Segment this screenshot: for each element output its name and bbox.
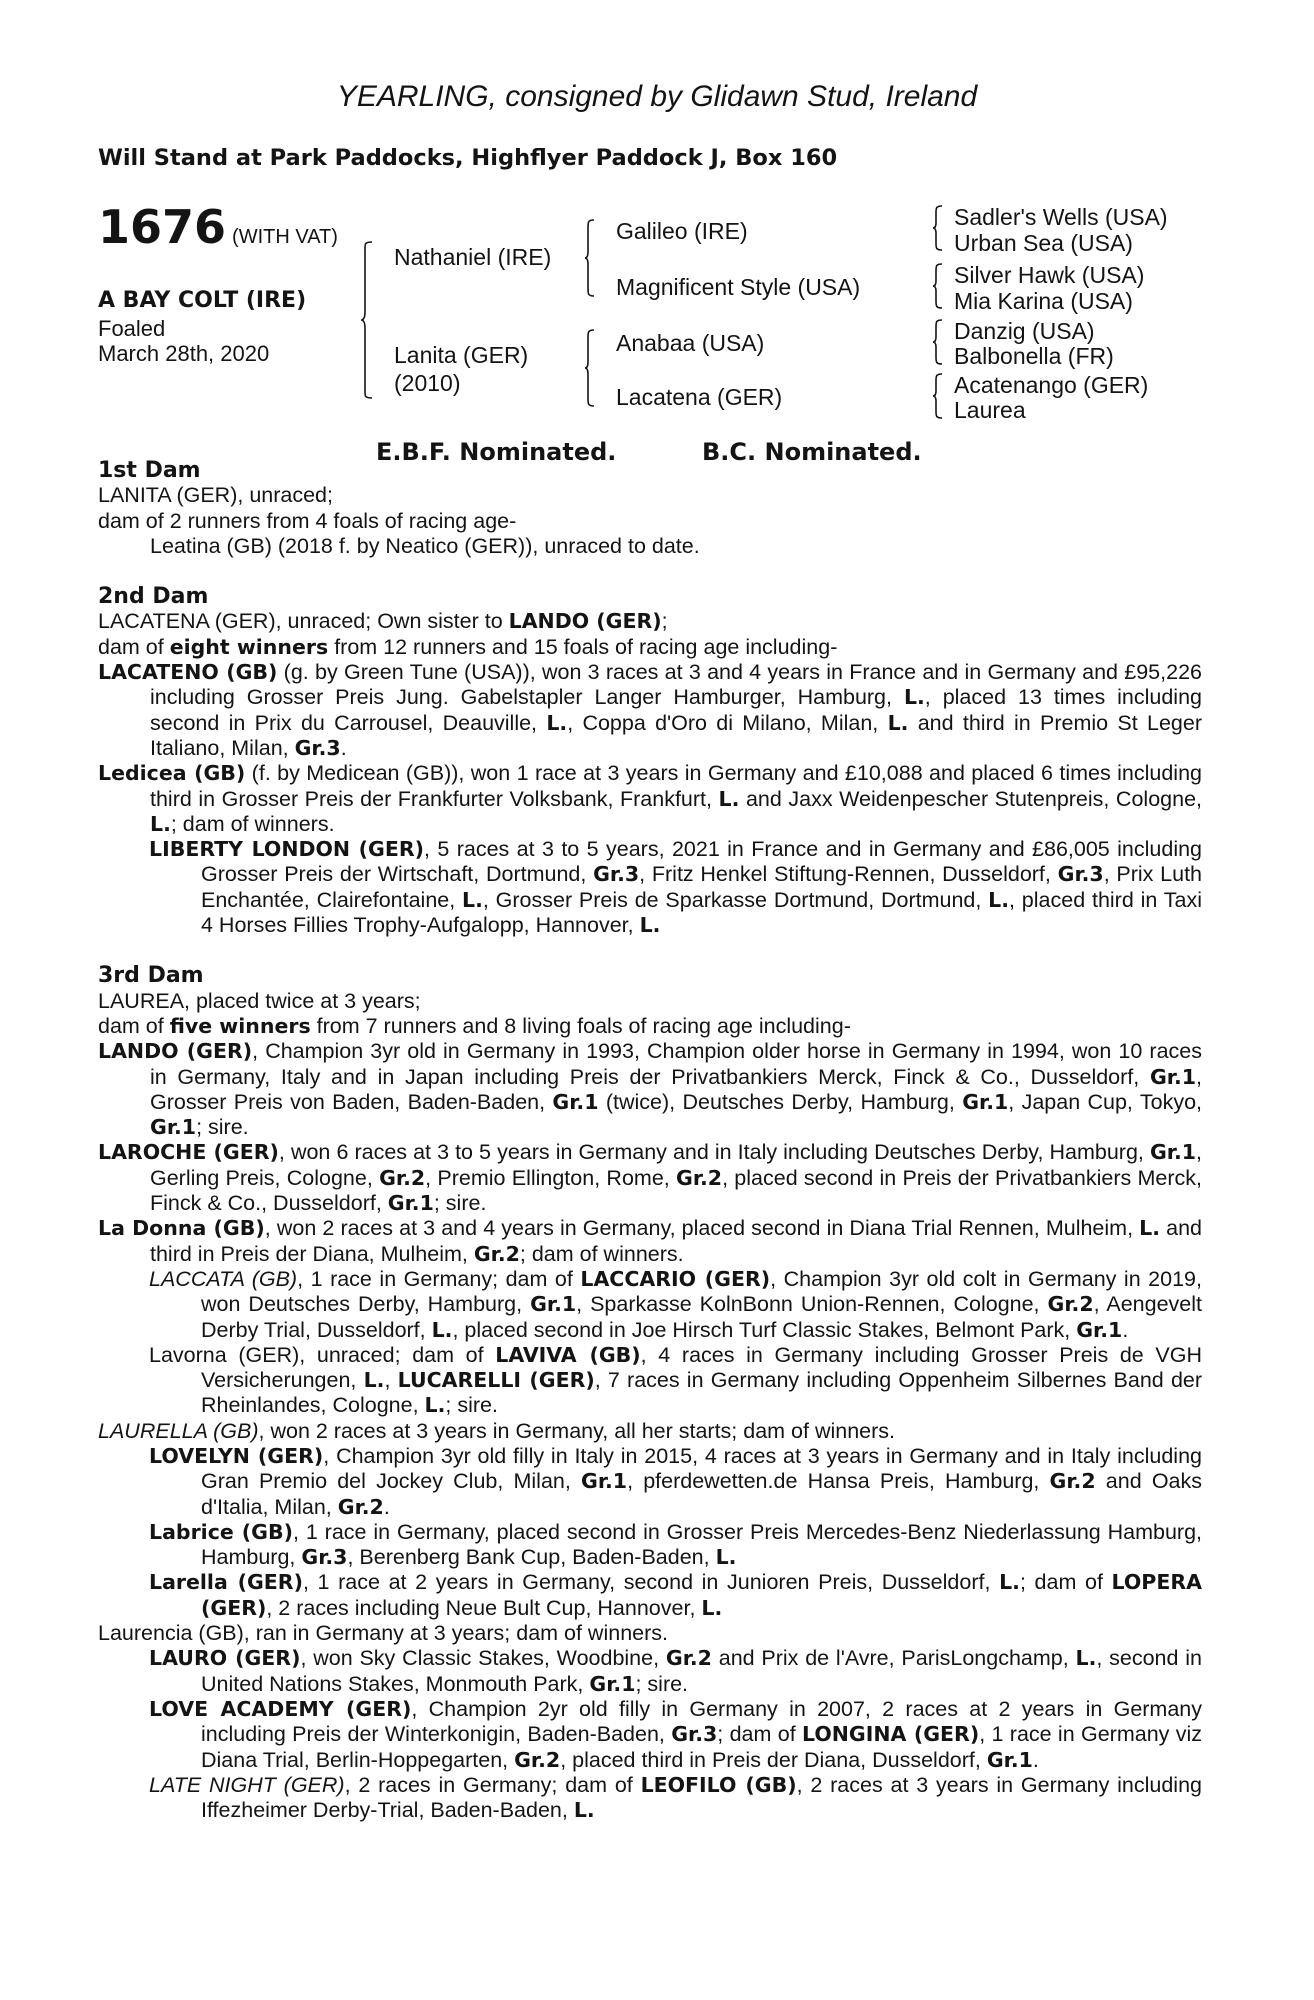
pedigree-brace-g1 (932, 204, 944, 252)
page-heading: YEARLING, consigned by Glidawn Stud, Ireland (336, 80, 978, 113)
third-dam-heading: 3rd Dam (98, 963, 204, 989)
foaled-date: March 28th, 2020 (98, 341, 270, 366)
produce-entry-lacateno: LACATENO (GB) (g. by Green Tune (USA)), won 3 races at 3 and 4 years in France and in Germany and £95,226 including Grosser Preis Jung. Gabelstapler Langer Hamburger, Hamburg, L., placed 13 times including second in Prix du Carrousel, Deauville, L., Coppa d'Oro di Milano, Milan, L. and third in Premio St Leger Italiano, Milan, Gr.3. (98, 660, 1202, 760)
pedigree-g8: Laurea (954, 397, 1026, 423)
pedigree-g3: Silver Hawk (USA) (954, 262, 1145, 288)
pedigree-sire: Nathaniel (IRE) (394, 244, 552, 270)
pedigree-g7: Acatenango (GER) (954, 372, 1149, 398)
pedigree-brace-g4 (932, 372, 944, 420)
pedigree-dam: Lanita (GER) (394, 342, 529, 368)
pedigree-sire-dam: Magnificent Style (USA) (616, 274, 861, 300)
pedigree-brace-sire (584, 218, 596, 298)
pedigree-g6: Balbonella (FR) (954, 343, 1114, 369)
pedigree-brace-dam (584, 328, 596, 408)
produce-entry-late-night: LATE NIGHT (GER), 2 races in Germany; dam of LEOFILO (GB), 2 races at 3 years in Germany including Iffezheimer Derby-Trial, Baden-Baden, L. (149, 1772, 1202, 1823)
lot-number: 1676 (98, 200, 227, 254)
pedigree-brace-main (360, 240, 374, 400)
first-dam-line: LANITA (GER), unraced; (98, 483, 333, 508)
produce-entry-lando: LANDO (GER), Champion 3yr old in Germany in 1993, Champion older horse in Germany in 1994, won 10 races in Germany, Italy and in Japan including Preis der Privatbankiers Merck, Finck & Co., Dusseldorf, Gr.1, Grosser Preis von Baden, Baden-Baden, Gr.1 (twice), Deutsches Derby, Hamburg, Gr.1, Japan Cup, Tokyo, Gr.1; sire. (98, 1039, 1202, 1140)
produce-entry-labrice: Labrice (GB), 1 race in Germany, placed second in Grosser Preis Mercedes-Benz Niederlassung Hamburg, Hamburg, Gr.3, Berenberg Bank Cup, Baden-Baden, L. (149, 1519, 1202, 1570)
foaled-label: Foaled (98, 316, 166, 341)
pedigree-brace-g2 (932, 262, 944, 310)
first-dam-summary: dam of 2 runners from 4 foals of racing age- (98, 508, 517, 533)
produce-entry-larella: Larella (GER), 1 race at 2 years in Germany, second in Junioren Preis, Dusseldorf, L.; dam of LOPERA (GER), 2 races including Neue Bult Cup, Hannover, L. (149, 1570, 1202, 1620)
pedigree-dam-year: (2010) (394, 370, 461, 396)
third-dam-line: LAUREA, placed twice at 3 years; (98, 988, 421, 1013)
third-dam-summary: dam of five winners from 7 runners and 8 living foals of racing age including- (98, 1013, 851, 1038)
pedigree-dam-sire: Anabaa (USA) (616, 330, 765, 356)
first-dam-foal: Leatina (GB) (2018 f. by Neatico (GER)), unraced to date. (150, 533, 700, 558)
produce-entry-laurella: LAURELLA (GB), won 2 races at 3 years in Germany, all her starts; dam of winners. (98, 1418, 896, 1443)
second-dam-summary: dam of eight winners from 12 runners and 15 foals of racing age including- (98, 634, 838, 659)
produce-entry-laccata: LACCATA (GB), 1 race in Germany; dam of LACCARIO (GER), Champion 3yr old colt in Germany in 2019, won Deutsches Derby, Hamburg, Gr.1, Sparkasse KolnBonn Union-Rennen, Cologne, Gr.2, Aengevelt Derby Trial, Dusseldorf, L., placed second in Joe Hirsch Turf Classic Stakes, Belmont Park, Gr.1. (149, 1266, 1202, 1342)
lot-description: A BAY COLT (IRE) (98, 288, 307, 313)
pedigree-g1: Sadler's Wells (USA) (954, 204, 1168, 230)
produce-entry-lovelyn: LOVELYN (GER), Champion 3yr old filly in Italy in 2015, 4 races at 3 years in Germany and in Italy including Gran Premio del Jockey Club, Milan, Gr.1, pferdewetten.de Hansa Preis, Hamburg, Gr.2 and Oaks d'Italia, Milan, Gr.2. (149, 1443, 1202, 1519)
first-dam-heading: 1st Dam (98, 458, 201, 483)
lot-number-line (98, 200, 338, 254)
ebf-nomination: E.B.F. Nominated. (376, 438, 617, 466)
vat-note: (WITH VAT) (232, 226, 338, 248)
produce-entry-ledicea: Ledicea (GB) (f. by Medicean (GB)), won 1 race at 3 years in Germany and £10,088 and placed 6 times including third in Grosser Preis der Frankfurter Volksbank, Frankfurt, L. and Jaxx Weidenpescher Stutenpreis, Cologne, L.; dam of winners. (98, 761, 1202, 836)
produce-entry-love-academy: LOVE ACADEMY (GER), Champion 2yr old filly in Germany in 2007, 2 races at 2 years in Germany including Preis der Winterkonigin, Baden-Baden, Gr.3; dam of LONGINA (GER), 1 race in Germany viz Diana Trial, Berlin-Hoppegarten, Gr.2, placed third in Preis der Diana, Dusseldorf, Gr.1. (149, 1696, 1203, 1772)
pedigree-sire-sire: Galileo (IRE) (616, 218, 748, 244)
stand-location: Will Stand at Park Paddocks, Highflyer Paddock J, Box 160 (98, 145, 838, 171)
pedigree-g4: Mia Karina (USA) (954, 288, 1133, 314)
pedigree-dam-dam: Lacatena (GER) (616, 384, 783, 410)
second-dam-heading: 2nd Dam (98, 584, 209, 610)
pedigree-g2: Urban Sea (USA) (954, 230, 1133, 256)
produce-entry-liberty-london: LIBERTY LONDON (GER), 5 races at 3 to 5 years, 2021 in France and in Germany and £86,005 including Grosser Preis der Wirtschaft, Dortmund, Gr.3, Fritz Henkel Stiftung-Rennen, Dusseldorf, Gr.3, Prix Luth Enchantée, Clairefontaine, L., Grosser Preis de Sparkasse Dortmund, Dortmund, L., placed third in Taxi 4 Horses Fillies Trophy-Aufgalopp, Hannover, L. (149, 837, 1203, 938)
produce-entry-la-donna: La Donna (GB), won 2 races at 3 and 4 years in Germany, placed second in Diana Trial Rennen, Mulheim, L. and third in Preis der Diana, Mulheim, Gr.2; dam of winners. (98, 1216, 1202, 1266)
produce-record (98, 458, 1202, 1823)
pedigree-brace-g3 (932, 318, 944, 366)
produce-entry-laurencia: Laurencia (GB), ran in Germany at 3 years; dam of winners. (98, 1621, 668, 1646)
produce-entry-laroche: LAROCHE (GER), won 6 races at 3 to 5 years in Germany and in Italy including Deutsches Derby, Hamburg, Gr.1, Gerling Preis, Cologne, Gr.2, Premio Ellington, Rome, Gr.2, placed second in Preis der Privatbankiers Merck, Finck & Co., Dusseldorf, Gr.1; sire. (98, 1140, 1202, 1216)
second-dam-line: LACATENA (GER), unraced; Own sister to LANDO (GER); (98, 609, 668, 634)
pedigree-g5: Danzig (USA) (954, 318, 1095, 344)
produce-entry-lauro: LAURO (GER), won Sky Classic Stakes, Woodbine, Gr.2 and Prix de l'Avre, ParisLongchamp, L., second in United Nations Stakes, Monmouth Park, Gr.1; sire. (149, 1646, 1202, 1696)
produce-entry-lavorna: Lavorna (GER), unraced; dam of LAVIVA (GB), 4 races in Germany including Grosser Preis de VGH Versicherungen, L., LUCARELLI (GER), 7 races in Germany including Oppenheim Silbernes Band der Rheinlandes, Cologne, L.; sire. (149, 1342, 1203, 1418)
bc-nomination: B.C. Nominated. (702, 438, 922, 466)
